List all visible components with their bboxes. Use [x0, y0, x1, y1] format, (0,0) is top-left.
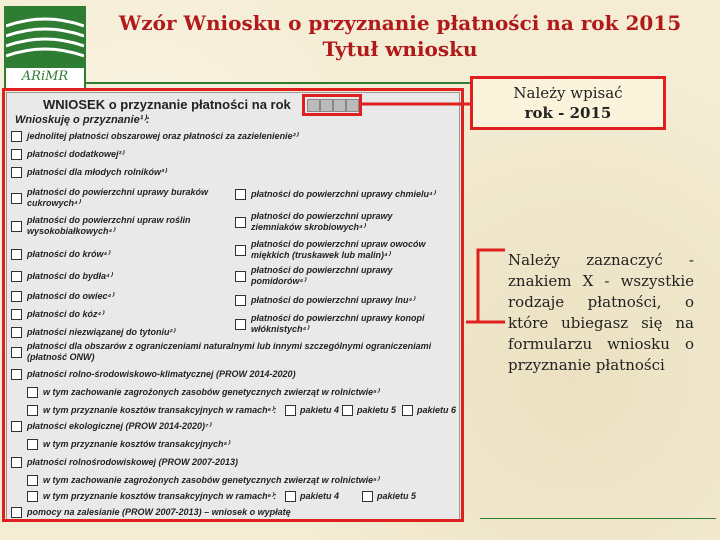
- form-heading: WNIOSEK o przyznanie płatności na rok: [43, 97, 291, 112]
- left-row: płatności do owiec⁴⁾: [27, 291, 114, 301]
- bottom-row: pakietu 6: [417, 405, 457, 415]
- right-row: płatności do powierzchni uprawy: [251, 211, 393, 221]
- left-row: jednolitej płatności obszarowej oraz płatności za zazielenienie²⁾: [27, 131, 298, 141]
- arimr-logo-icon: [4, 6, 86, 90]
- left-row: płatności dla młodych rolników³⁾: [27, 167, 167, 177]
- right-row: płatności do powierzchni uprawy lnu⁴⁾: [251, 295, 415, 305]
- bottom-row: pakietu 4: [300, 405, 340, 415]
- left-row: wysokobiałkowych⁴⁾: [27, 226, 115, 236]
- bottom-row: pakietu 5: [357, 405, 397, 415]
- bottom-row: pomocy na zalesianie (PROW 2007-2013) – wniosek o wypłatę: [27, 507, 291, 517]
- bottom-row: (płatność ONW): [27, 352, 95, 362]
- bottom-row: w tym przyznanie kosztów transakcyjnych w ramach⁶⁾:: [43, 405, 277, 415]
- right-row: włóknistych⁴⁾: [251, 324, 309, 334]
- callout-line-1: Należy wpisać: [513, 84, 623, 102]
- right-row: płatności do powierzchni uprawy: [251, 265, 393, 275]
- bottom-row: pakietu 4: [300, 491, 340, 501]
- form-subheading: Wnioskuję o przyznanie¹⁾:: [15, 114, 150, 126]
- bottom-row: w tym przyznanie kosztów transakcyjnych⁸⁾: [43, 439, 230, 449]
- left-row: płatności do powierzchni upraw roślin: [27, 215, 191, 225]
- left-row: płatności do powierzchni uprawy buraków: [27, 187, 209, 197]
- bottom-row: w tym zachowanie zagrożonych zasobów genetycznych zwierząt w rolnictwie⁵⁾: [43, 475, 379, 485]
- bottom-row: płatności ekologicznej (PROW 2014-2020)⁷⁾: [27, 421, 211, 431]
- left-row: cukrowych⁴⁾: [27, 198, 81, 208]
- left-row: płatności do kóz⁴⁾: [27, 309, 104, 319]
- title-line-1: Wzór Wniosku o przyznanie płatności na rok 2015: [118, 11, 682, 35]
- right-row: płatności do powierzchni uprawy konopi: [251, 313, 425, 323]
- left-row: płatności niezwiązanej do tytoniu²⁾: [27, 327, 175, 337]
- bottom-row: płatności rolnośrodowiskowej (PROW 2007-2013): [27, 457, 239, 467]
- right-row: płatności do powierzchni uprawy chmielu⁴⁾: [251, 189, 436, 199]
- right-row: miękkich (truskawek lub malin)⁴⁾: [251, 250, 391, 260]
- callout-line-2: rok - 2015: [524, 104, 612, 122]
- right-row: pomidorów⁴⁾: [251, 276, 306, 286]
- instruction-note: Należy zaznaczyć - znakiem X - wszystkie rodzaje płatności, o które ubiegasz się na formularzu wniosku o przyznanie płatności: [508, 251, 694, 374]
- title-divider: [86, 82, 476, 84]
- bottom-row: pakietu 5: [377, 491, 417, 501]
- form-highlight-frame: [2, 88, 464, 522]
- right-row: płatności do powierzchni upraw owoców: [251, 239, 426, 249]
- left-row: płatności do krów⁴⁾: [27, 249, 110, 259]
- page-title: [100, 10, 700, 62]
- bottom-row: płatności dla obszarów z ograniczeniami naturalnymi lub innymi szczególnymi ograniczeniami: [27, 341, 432, 351]
- bottom-row: w tym zachowanie zagrożonych zasobów genetycznych zwierząt w rolnictwie⁵⁾: [43, 387, 379, 397]
- logo-text: ARiMR: [21, 69, 69, 84]
- bottom-divider: [480, 518, 716, 519]
- bottom-row: w tym przyznanie kosztów transakcyjnych w ramach⁶⁾:: [43, 491, 277, 501]
- bottom-row: płatności rolno-środowiskowo-klimatycznej (PROW 2014-2020): [27, 369, 296, 379]
- left-row: płatności do bydła⁴⁾: [27, 271, 113, 281]
- year-callout: [470, 76, 666, 130]
- year-highlight: [302, 94, 362, 116]
- left-row: płatności dodatkowej²⁾: [27, 149, 124, 159]
- title-line-2: Tytuł wniosku: [322, 37, 478, 61]
- right-row: ziemniaków skrobiowych⁴⁾: [251, 222, 366, 232]
